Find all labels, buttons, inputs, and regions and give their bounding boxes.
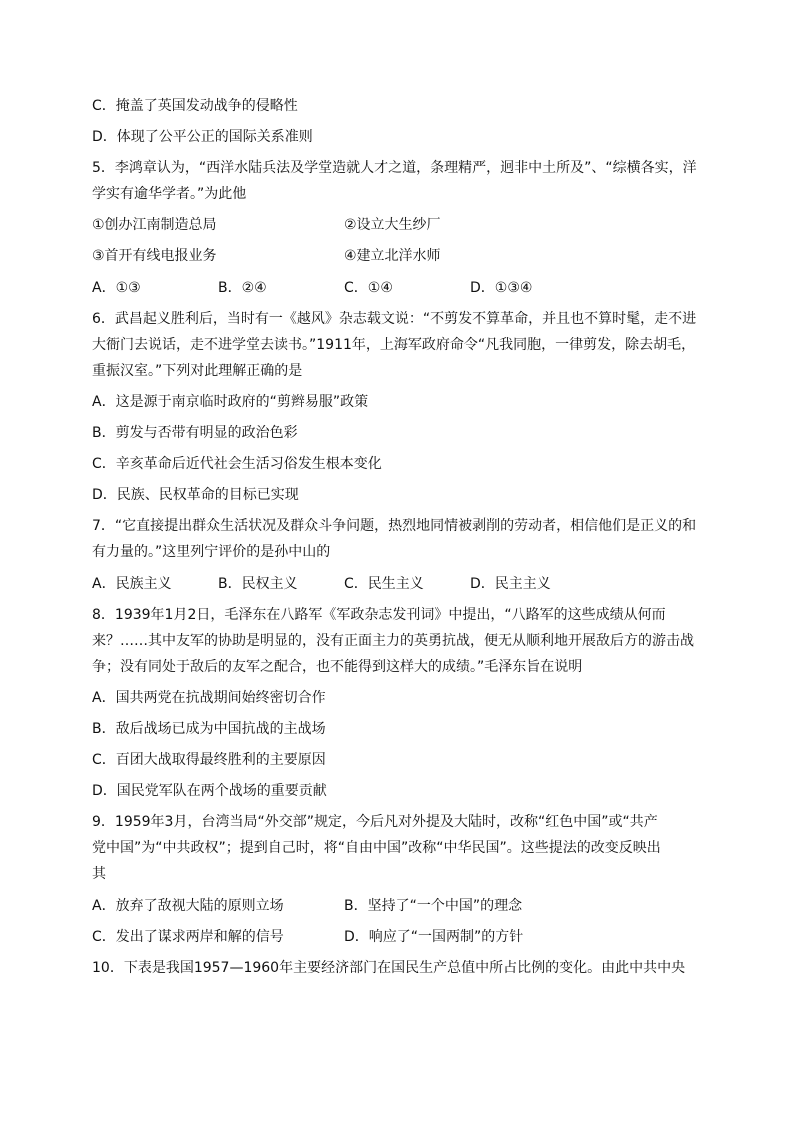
q5-option-c: C．①④ [344, 279, 393, 296]
q7-options [92, 574, 712, 594]
q8-stem-line-1: 8．1939年1月2日，毛泽东在八路军《军政杂志发刊词》中提出，“八路军的这些成绩从何而 [92, 606, 666, 623]
q9-stem-line-1: 9．1959年3月，台湾当局“外交部”规定，今后凡对外提及大陆时，改称“红色中国”或“共产 [92, 814, 658, 831]
q9-option-a: A．放弃了敌视大陆的原则立场 [92, 897, 284, 914]
q5-item-1: ①创办江南制造总局 [92, 217, 217, 234]
q9-options-row-1 [92, 896, 712, 916]
q7-option-b: B．民权主义 [218, 575, 298, 592]
q5-items-row-2 [92, 246, 712, 266]
q8-option-c: C．百团大战取得最终胜利的主要原因 [92, 752, 326, 769]
q6-option-d: D．民族、民权革命的目标已实现 [92, 487, 299, 504]
q8-stem-line-2: 来？……其中友军的协助是明显的，没有正面主力的英勇抗战，便无从顺利地开展敌后方的游击战 [92, 632, 694, 649]
q6-stem-line-2: 大衙门去说话，走不进学堂去读书。”1911年，上海军政府命令“凡我同胞，一律剪发，除去胡毛， [92, 336, 696, 353]
q5-option-a: A．①③ [92, 279, 141, 296]
q4-option-d: D．体现了公平公正的国际关系准则 [92, 129, 313, 146]
q8-option-a: A．国共两党在抗战期间始终密切合作 [92, 689, 326, 706]
q6-option-c: C．辛亥革命后近代社会生活习俗发生根本变化 [92, 456, 382, 473]
q7-option-a: A．民族主义 [92, 575, 172, 592]
q7-stem-line-1: 7．“它直接提出群众生活状况及群众斗争问题，热烈地同情被剥削的劳动者，相信他们是正义的和 [92, 518, 697, 535]
q5-item-2: ②设立大生纱厂 [344, 217, 441, 234]
q9-stem-line-3: 其 [92, 866, 106, 883]
q9-options-row-2 [92, 927, 712, 947]
q5-item-4: ④建立北洋水师 [344, 248, 441, 265]
q9-option-c: C．发出了谋求两岸和解的信号 [92, 928, 284, 945]
q5-item-3: ③首开有线电报业务 [92, 248, 217, 265]
q7-stem-line-2: 有力量的。”这里列宁评价的是孙中山的 [92, 544, 331, 561]
q8-option-b: B．敌后战场已成为中国抗战的主战场 [92, 720, 326, 737]
q5-stem-line-1: 5．李鸿章认为，“西洋水陆兵法及学堂造就人才之道，条理精严，迥非中土所及”、“综横各实，洋 [92, 160, 697, 177]
q5-options [92, 278, 712, 298]
q8-stem-line-3: 争；没有同处于敌后的友军之配合，也不能得到这样大的成绩。”毛泽东旨在说明 [92, 658, 583, 675]
q9-stem-line-2: 党中国”为“中共政权”；提到自己时，将“自由中国”改称“中华民国”。这些提法的改变反映出 [92, 840, 661, 857]
q7-option-c: C．民生主义 [344, 575, 424, 592]
q9-option-d: D．响应了“一国两制”的方针 [344, 928, 524, 945]
q4-option-c: C．掩盖了英国发动战争的侵略性 [92, 98, 298, 114]
q8-option-d: D．国民党军队在两个战场的重要贡献 [92, 783, 327, 800]
q5-stem-line-2: 学实有逾华学者。”为此他 [92, 186, 247, 203]
q7-option-d: D．民主主义 [470, 575, 551, 592]
q9-option-b: B．坚持了“一个中国”的理念 [344, 897, 523, 914]
q6-option-b: B．剪发与否带有明显的政治色彩 [92, 425, 298, 442]
q10-stem-line-1: 10．下表是我国1957—1960年主要经济部门在国民生产总值中所占比例的变化。由此中共中央 [92, 959, 686, 976]
q6-stem-line-3: 重振汉室。”下列对此理解正确的是 [92, 362, 303, 379]
exam-page [92, 96, 712, 989]
q6-option-a: A．这是源于南京临时政府的“剪辫易服”政策 [92, 393, 369, 410]
q5-items-row-1 [92, 215, 712, 235]
q5-option-d: D．①③④ [470, 279, 533, 296]
q6-stem-line-1: 6．武昌起义胜利后，当时有一《越风》杂志载文说：“不剪发不算革命，并且也不算时髦，走不进 [92, 310, 697, 327]
q5-option-b: B．②④ [218, 279, 267, 296]
